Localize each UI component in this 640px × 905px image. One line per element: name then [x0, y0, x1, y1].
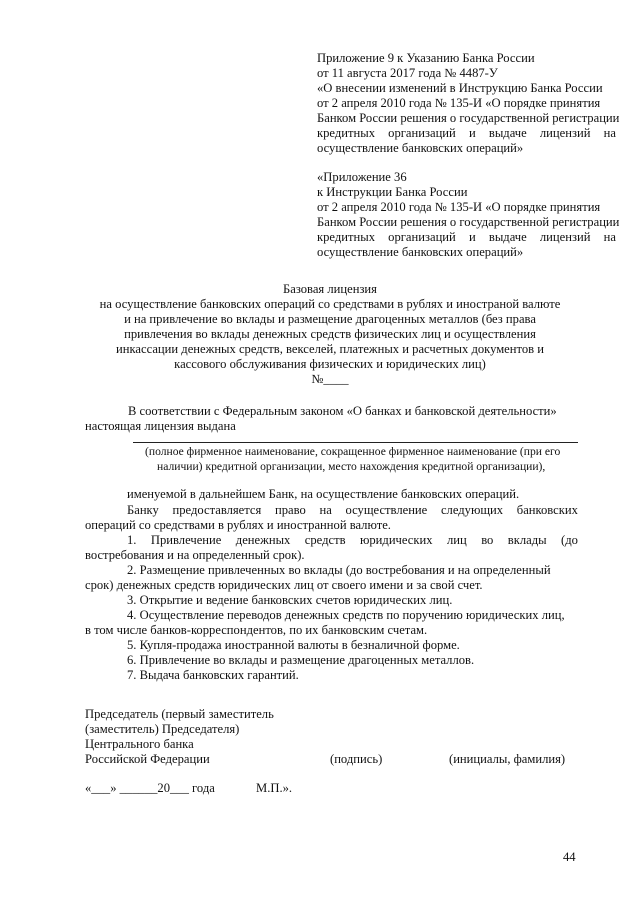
item-text: в том числе банков-корреспондентов, по их банковским счетам.	[85, 623, 428, 637]
item-text: 4. Осуществление переводов денежных средств по поручению юридических лиц,	[127, 608, 565, 622]
item-text: востребования и на определенный срок).	[85, 548, 305, 562]
signature-label: (подпись)	[330, 752, 383, 766]
rights-text: операций со средствами в рублях и иностранной валюте.	[85, 518, 391, 532]
signatory-line: Председатель (первый заместитель	[85, 707, 274, 721]
title-line: привлечения во вклады денежных средств физических лиц и осуществления	[124, 327, 536, 341]
date-line: «___» ______20___ года	[85, 781, 215, 795]
appendix-line: Приложение 9 к Указанию Банка России	[317, 51, 535, 65]
name-label: (инициалы, фамилия)	[449, 752, 566, 766]
title-line: инкассации денежных средств, векселей, платежных и расчетных документов и	[116, 342, 544, 356]
item-text: 7. Выдача банковских гарантий.	[127, 668, 299, 682]
field-note: наличии) кредитной организации, место нахождения кредитной организации),	[157, 460, 546, 473]
signatory-line: Российской Федерации	[85, 752, 210, 766]
signatory-line: Центрального банка	[85, 737, 194, 751]
intro-text: В соответствии с Федеральным законом «О банках и банковской деятельности»	[128, 404, 557, 418]
stamp-label: М.П.».	[256, 781, 293, 795]
appendix-line: от 2 апреля 2010 года № 135-И «О порядке принятия	[317, 96, 601, 110]
item-text: 6. Привлечение во вклады и размещение драгоценных металлов.	[127, 653, 475, 667]
appendix36-line: к Инструкции Банка России	[317, 185, 468, 199]
item-text: срок) денежных средств юридических лиц от своего имени и за свой счет.	[85, 578, 483, 592]
title-line: и на привлечение во вклады и размещение драгоценных металлов (без права	[124, 312, 536, 326]
field-note: (полное фирменное наименование, сокращенное фирменное наименование (при его	[145, 445, 561, 458]
appendix36-line: от 2 апреля 2010 года № 135-И «О порядке принятия	[317, 200, 601, 214]
signatory-line: (заместитель) Председателя)	[85, 722, 240, 736]
named-text: именуемой в дальнейшем Банк, на осуществление банковских операций.	[127, 487, 520, 501]
appendix36-line: осуществление банковских операций»	[317, 245, 524, 259]
item-justified-line: 1. Привлечение денежных средств юридических лиц во вклады (до	[127, 533, 578, 547]
appendix-line: Банком России решения о государственной регистрации	[317, 111, 620, 125]
item-text: 2. Размещение привлеченных во вклады (до востребования и на определенный	[127, 563, 551, 577]
license-number: №____	[311, 372, 349, 386]
title-line: Базовая лицензия	[283, 282, 377, 296]
intro-text: настоящая лицензия выдана	[85, 419, 236, 433]
item-text: 5. Купля-продажа иностранной валюты в безналичной форме.	[127, 638, 460, 652]
item-text: 3. Открытие и ведение банковских счетов юридических лиц.	[127, 593, 453, 607]
appendix-line: от 11 августа 2017 года № 4487-У	[317, 66, 498, 80]
page-number: 44	[563, 850, 576, 864]
title-line: кассового обслуживания физических и юридических лиц)	[174, 357, 486, 371]
appendix-line: осуществление банковских операций»	[317, 141, 524, 155]
rights-justified-line: Банку предоставляется право на осуществление следующих банковских	[127, 503, 578, 517]
appendix36-line: «Приложение 36	[317, 170, 407, 184]
appendix36-justified-line: кредитных организаций и выдаче лицензий на	[317, 230, 616, 244]
appendix36-line: Банком России решения о государственной регистрации	[317, 215, 620, 229]
title-line: на осуществление банковских операций со средствами в рублях и иностраной валюте	[99, 297, 561, 311]
appendix-justified-line: кредитных организаций и выдаче лицензий на	[317, 126, 616, 140]
appendix-line: «О внесении изменений в Инструкцию Банка России	[317, 81, 603, 95]
organization-name-line	[133, 442, 578, 443]
